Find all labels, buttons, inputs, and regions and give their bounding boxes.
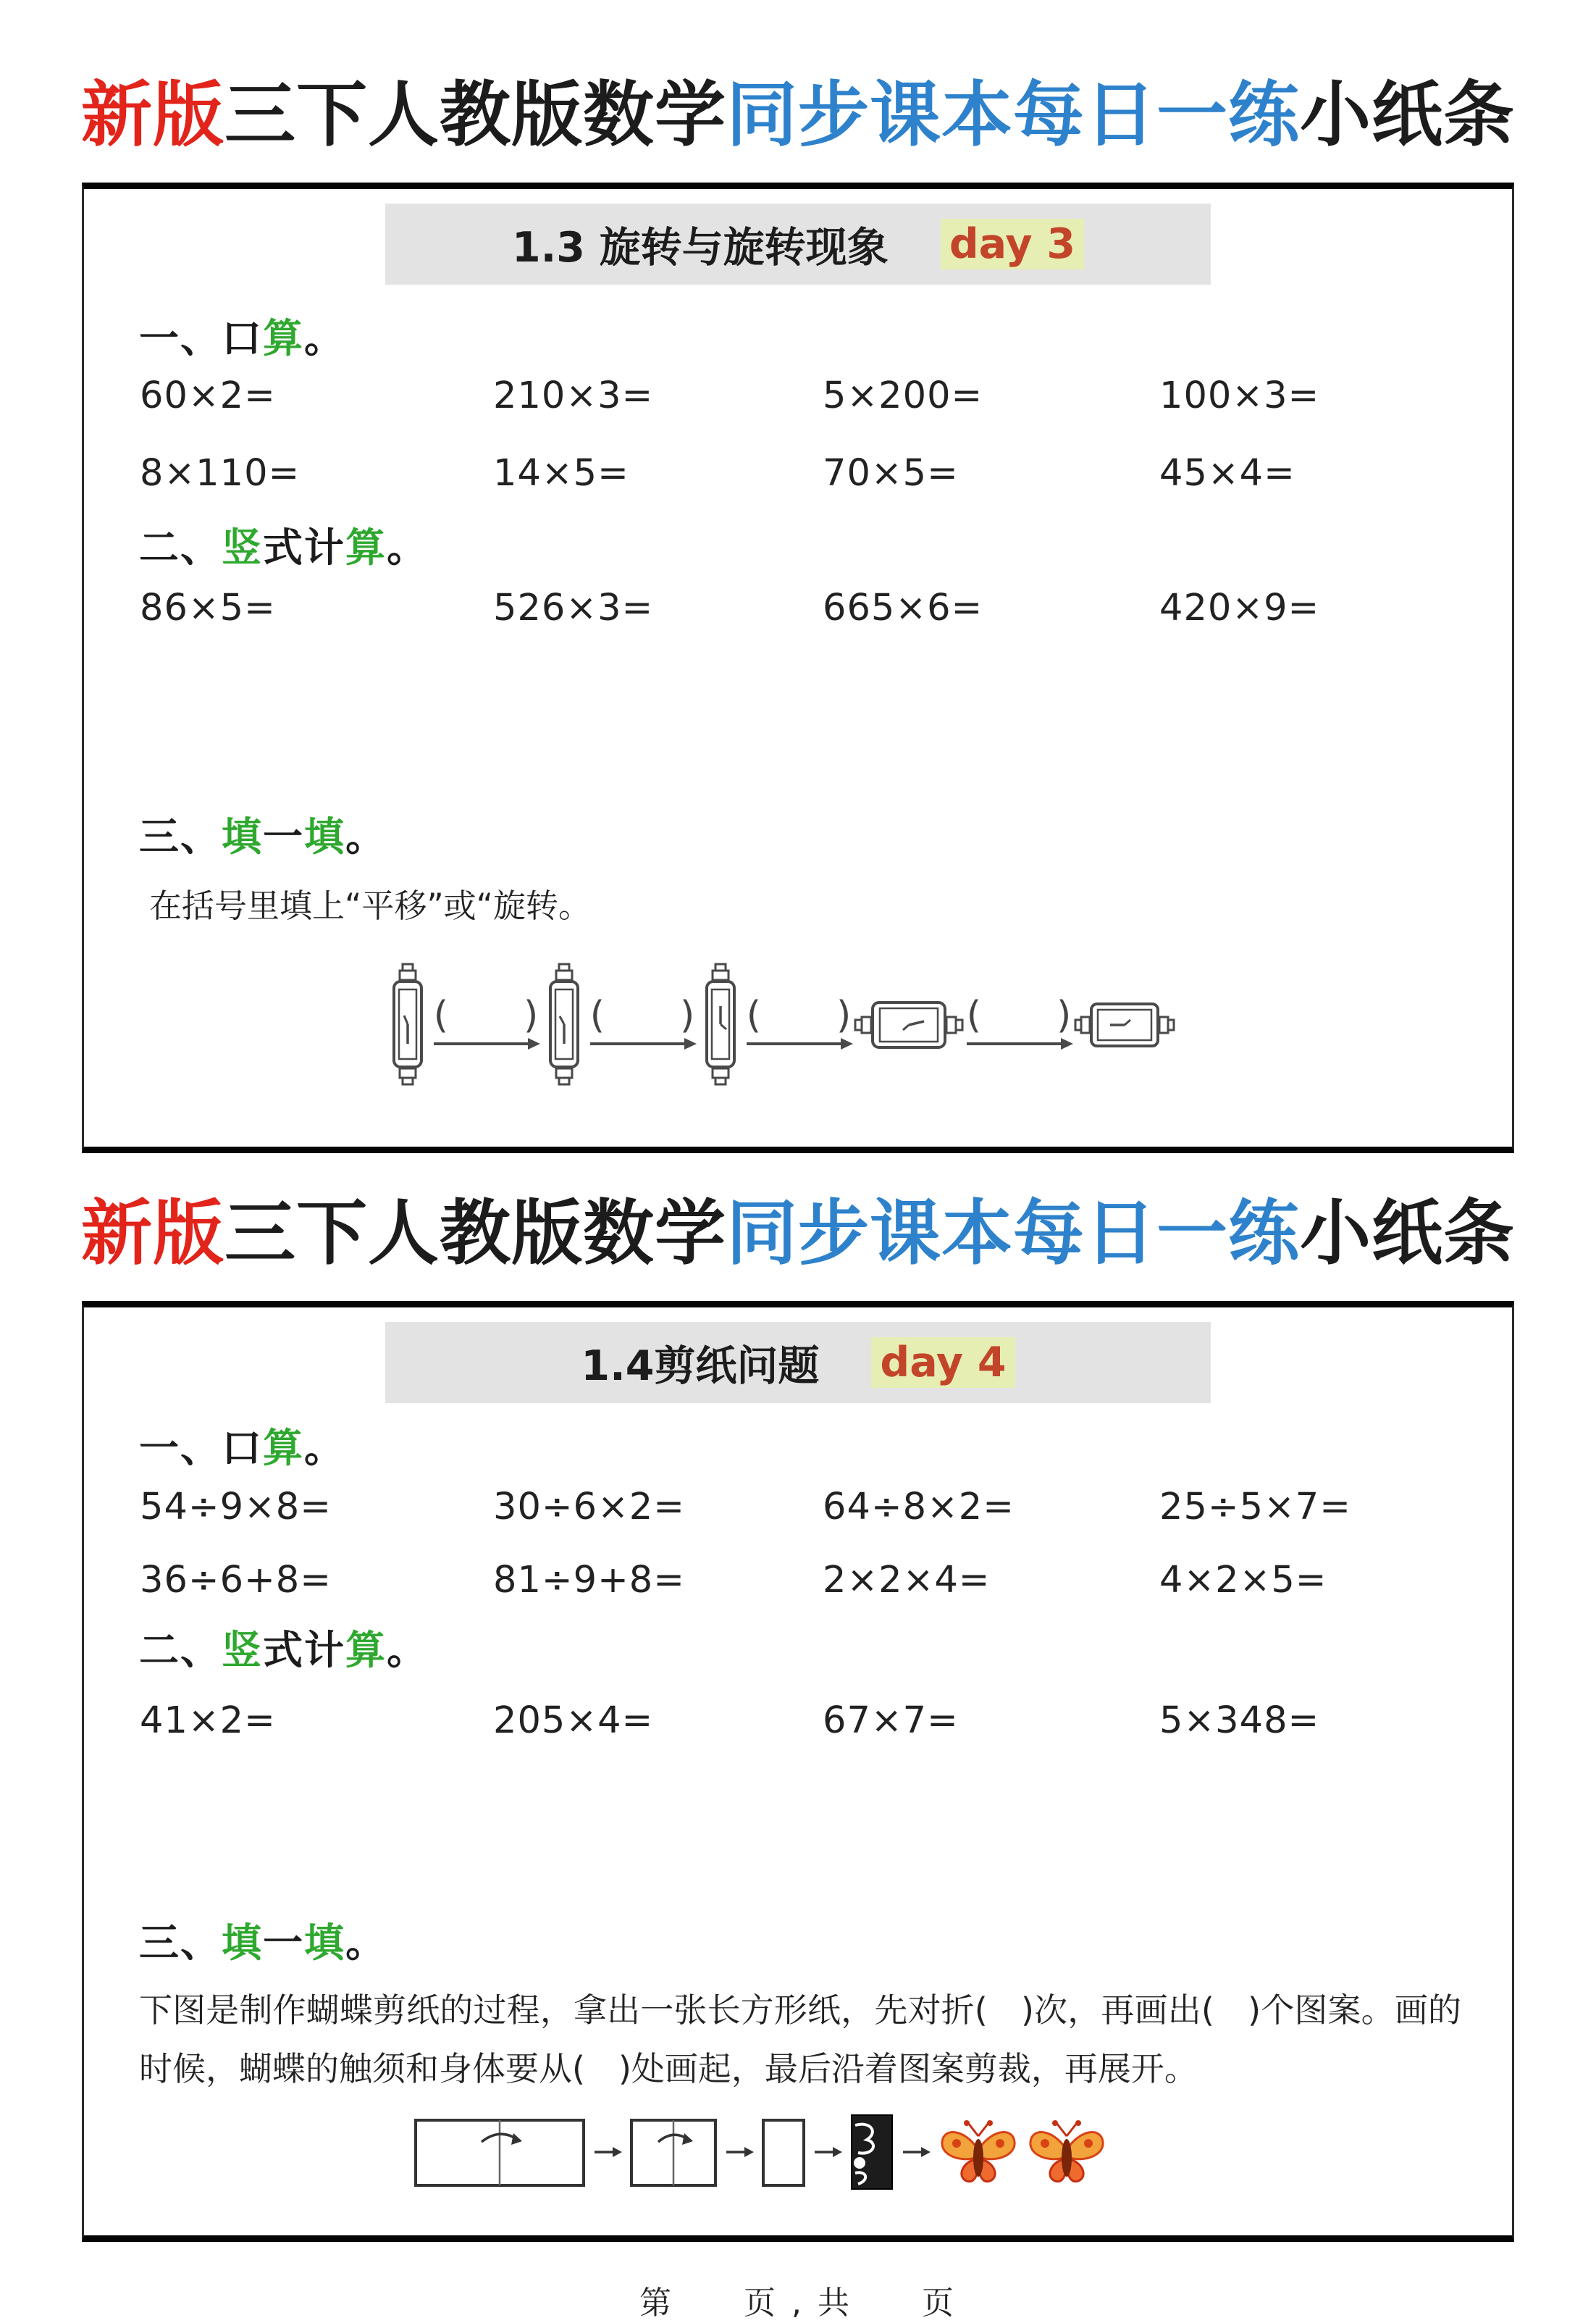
paper-folded-step3-icon bbox=[761, 2116, 806, 2188]
title-segment-slip: 小纸条 bbox=[1300, 74, 1516, 156]
heading-text: 一、口 bbox=[139, 315, 264, 362]
lesson-title: 1.3 旋转与旋转现象 bbox=[511, 224, 889, 272]
paper-fold-step2-icon bbox=[629, 2116, 718, 2188]
heading-text-green: 算 bbox=[263, 315, 305, 362]
heading-text: 式计 bbox=[263, 1627, 346, 1674]
footer-page-number: 第 页 , 共 页 bbox=[639, 2285, 957, 2322]
lesson-header-day3 bbox=[385, 204, 1211, 285]
problem: 70×5= bbox=[823, 452, 959, 495]
heading-text-green: 算 bbox=[345, 524, 387, 572]
blank-parens-arrow-icon bbox=[431, 990, 541, 1060]
heading-text-green: 填 bbox=[304, 1920, 346, 1967]
lesson-header-day4 bbox=[385, 1322, 1211, 1403]
problem: 2×2×4= bbox=[823, 1558, 991, 1602]
problem: 86×5= bbox=[140, 587, 276, 630]
problem: 81÷9+8= bbox=[493, 1558, 685, 1602]
day-badge: day 4 bbox=[871, 1337, 1015, 1388]
problem: 25÷5×7= bbox=[1159, 1485, 1351, 1528]
blank-parens-arrow-icon bbox=[964, 990, 1074, 1060]
watch-sequence-diagram bbox=[385, 961, 1512, 1089]
problem: 4×2×5= bbox=[1159, 1558, 1327, 1602]
problem: 67×7= bbox=[823, 1699, 959, 1743]
heading-text: 。 bbox=[387, 1627, 429, 1674]
heading-text: 三、 bbox=[139, 813, 222, 860]
heading-text-green: 算 bbox=[263, 1424, 305, 1471]
problem: 526×3= bbox=[493, 587, 654, 630]
problem: 60×2= bbox=[140, 374, 276, 418]
heading-text: 一 bbox=[263, 1920, 305, 1967]
section-heading-oral-calc bbox=[139, 306, 1512, 364]
vertical-problems-grid bbox=[84, 1699, 1512, 1743]
papercut-process-diagram bbox=[413, 2112, 1512, 2192]
heading-text: 二、 bbox=[139, 1627, 222, 1674]
problem: 36÷6+8= bbox=[140, 1558, 332, 1602]
watch-upright-icon bbox=[385, 963, 431, 1087]
arrow-right-icon bbox=[593, 2145, 622, 2159]
section-heading-oral-calc bbox=[139, 1416, 1512, 1473]
heading-text: 。 bbox=[387, 524, 429, 572]
heading-text: 二、 bbox=[139, 524, 222, 572]
problem: 100×3= bbox=[1159, 374, 1320, 418]
blank-parens: ( ) bbox=[746, 993, 852, 1037]
heading-text: 。 bbox=[304, 1424, 346, 1471]
butterfly-icon bbox=[938, 2117, 1019, 2187]
heading-text: 。 bbox=[345, 1920, 387, 1967]
blank-parens-arrow-icon bbox=[587, 990, 697, 1060]
blank-parens: ( ) bbox=[589, 993, 695, 1037]
watch-rotated-icon bbox=[1074, 999, 1175, 1051]
fill-in-instruction: 在括号里填上“平移”或“旋转。 bbox=[149, 886, 591, 925]
blank-parens: ( ) bbox=[966, 993, 1072, 1037]
heading-text: 三、 bbox=[139, 1920, 222, 1967]
heading-text: 。 bbox=[304, 315, 346, 362]
heading-text: 。 bbox=[345, 813, 387, 860]
section-heading-vertical-calc bbox=[139, 516, 1512, 573]
title-segment-new-edition: 新版 bbox=[80, 1192, 224, 1275]
heading-text: 式计 bbox=[263, 524, 346, 572]
title-segment-slip: 小纸条 bbox=[1300, 1192, 1516, 1275]
problem: 8×110= bbox=[140, 452, 301, 495]
heading-text-green: 算 bbox=[345, 1627, 387, 1674]
problem: 45×4= bbox=[1159, 452, 1295, 495]
oral-problems-grid bbox=[84, 1485, 1512, 1602]
problem: 54÷9×8= bbox=[140, 1485, 332, 1528]
watch-upright-icon bbox=[541, 963, 587, 1087]
heading-text: 一、口 bbox=[139, 1424, 264, 1471]
heading-text-green: 竖 bbox=[222, 524, 264, 572]
worksheet-box-day3 bbox=[82, 183, 1514, 1153]
butterfly-icon bbox=[1026, 2117, 1107, 2187]
blank-parens: ( ) bbox=[433, 993, 539, 1037]
heading-text-green: 填 bbox=[222, 813, 264, 860]
paper-fold-step1-icon bbox=[413, 2116, 586, 2188]
lesson-title: 1.4剪纸问题 bbox=[581, 1342, 820, 1390]
title-segment-grade: 三下人教版数学 bbox=[224, 74, 726, 156]
heading-text-green: 填 bbox=[304, 813, 346, 860]
section-heading-fill-in bbox=[139, 1911, 1512, 1968]
title-segment-grade: 三下人教版数学 bbox=[224, 1192, 726, 1275]
problem: 5×348= bbox=[1159, 1699, 1320, 1743]
problem: 14×5= bbox=[493, 452, 629, 495]
heading-text-green: 填 bbox=[222, 1920, 264, 1967]
fill-in-question-text: 下图是制作蝴蝶剪纸的过程，拿出一张长方形纸，先对折( )次，再画出( )个图案。画的时候，蝴蝶的触须和身体要从( )处画起，最后沿着图案剪裁，再展开。 bbox=[139, 1991, 1461, 2088]
arrow-right-icon bbox=[902, 2145, 931, 2159]
arrow-right-icon bbox=[725, 2145, 754, 2159]
problem: 420×9= bbox=[1159, 587, 1320, 630]
title-segment-new-edition: 新版 bbox=[80, 74, 224, 156]
vertical-problems-grid bbox=[84, 586, 1512, 630]
half-butterfly-drawn-step4-icon bbox=[849, 2114, 894, 2190]
heading-text: 一 bbox=[263, 813, 305, 860]
problem: 30÷6×2= bbox=[493, 1485, 685, 1528]
problem: 64÷8×2= bbox=[823, 1485, 1015, 1528]
watch-rotated-icon bbox=[854, 997, 964, 1053]
title-segment-daily-practice: 同步课本每日一练 bbox=[726, 74, 1301, 156]
blank-parens-arrow-icon bbox=[744, 990, 854, 1060]
worksheet-box-day4 bbox=[82, 1301, 1514, 2243]
watch-upright-icon bbox=[697, 963, 744, 1087]
page-title bbox=[0, 1182, 1596, 1285]
problem: 665×6= bbox=[823, 587, 983, 630]
problem: 210×3= bbox=[493, 374, 654, 418]
section-heading-fill-in bbox=[139, 805, 1512, 862]
page-title bbox=[0, 0, 1596, 167]
section-heading-vertical-calc bbox=[139, 1618, 1512, 1675]
problem: 41×2= bbox=[140, 1699, 276, 1743]
arrow-right-icon bbox=[813, 2145, 842, 2159]
heading-text-green: 竖 bbox=[222, 1627, 264, 1674]
problem: 5×200= bbox=[823, 374, 983, 418]
oral-problems-grid bbox=[84, 374, 1512, 495]
problem: 205×4= bbox=[493, 1699, 654, 1743]
title-segment-daily-practice: 同步课本每日一练 bbox=[726, 1192, 1301, 1275]
day-badge: day 3 bbox=[941, 219, 1084, 269]
